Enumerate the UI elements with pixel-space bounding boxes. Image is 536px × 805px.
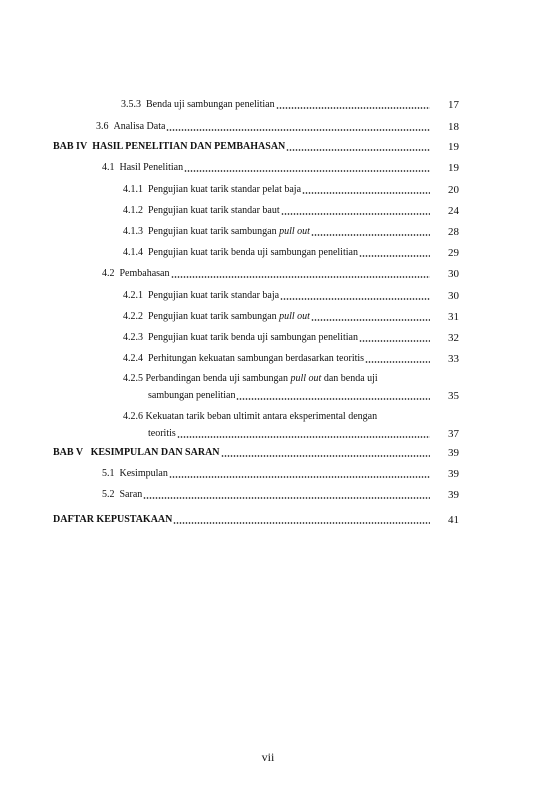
- title-text: Pengujian kuat tarik sambungan: [148, 226, 277, 237]
- toc-entry-3-5-3: [121, 99, 431, 111]
- dot-leader: [365, 361, 430, 363]
- toc-page-number: 39: [448, 468, 459, 480]
- title-text: Pengujian kuat tarik sambungan: [148, 311, 277, 322]
- toc-entry-number: 4.2: [102, 268, 115, 279]
- toc-entry-4-1: [102, 162, 431, 174]
- toc-entry-number: 4.1.3: [123, 226, 143, 237]
- toc-entry-title: Analisa Data: [113, 121, 166, 132]
- toc-chapter-title: HASIL PENELITIAN DAN PEMBAHASAN: [92, 141, 286, 152]
- toc-page-number: 41: [448, 514, 459, 526]
- toc-entry-title: Pembahasan: [119, 268, 170, 279]
- toc-entry-number: 4.1.4: [123, 247, 143, 258]
- toc-chapter-number: BAB IV: [53, 141, 88, 152]
- toc-page-number: 30: [448, 268, 459, 280]
- dot-leader: [286, 149, 430, 151]
- dot-leader: [311, 234, 430, 236]
- toc-entry-4-2-2: [123, 311, 431, 323]
- toc-entry-4-2-6-line1: [123, 411, 377, 423]
- toc-entry-4-2-5-line2: [148, 390, 431, 402]
- toc-page-number: 39: [448, 447, 459, 459]
- dot-leader: [184, 170, 430, 172]
- title-text: Perbandingan benda uji sambungan: [145, 373, 288, 384]
- toc-entry-5-2: [102, 489, 431, 501]
- dot-leader: [281, 213, 430, 215]
- toc-entry-4-2-1: [123, 290, 431, 302]
- page-number-footer: vii: [261, 750, 275, 764]
- toc-entry-4-1-2: [123, 205, 431, 217]
- toc-entry-number: 4.1: [102, 162, 115, 173]
- toc-page-number: 33: [448, 353, 459, 365]
- dot-leader: [169, 476, 430, 478]
- title-text: Kekuatan tarik beban ultimit antara eksperimental dengan: [145, 411, 378, 422]
- toc-entry-4-2-4: [123, 353, 431, 365]
- toc-entry-title: Pengujian kuat tarik standar baja: [148, 290, 280, 301]
- toc-entry-number: 3.6: [96, 121, 109, 132]
- toc-bibliography: [53, 514, 431, 526]
- toc-entry-5-1: [102, 468, 431, 480]
- title-emphasis: pull out: [290, 373, 322, 384]
- toc-entry-4-2-5-line1: [123, 373, 378, 385]
- dot-leader: [221, 455, 430, 457]
- toc-page-number: 17: [448, 99, 459, 111]
- toc-page-number: 18: [448, 121, 459, 133]
- dot-leader: [143, 497, 430, 499]
- toc-chapter-5: [53, 447, 431, 459]
- toc-entry-number: 4.2.6: [123, 411, 143, 422]
- dot-leader: [359, 255, 430, 257]
- toc-page-number: 20: [448, 184, 459, 196]
- toc-page-number: 32: [448, 332, 459, 344]
- toc-entry-number: 4.2.1: [123, 290, 143, 301]
- toc-entry-title: sambungan penelitian: [148, 390, 236, 401]
- dot-leader: [311, 319, 430, 321]
- toc-page-number: 39: [448, 489, 459, 501]
- toc-entry-title: Pengujian kuat tarik standar pelat baja: [148, 184, 302, 195]
- toc-chapter-title: KESIMPULAN DAN SARAN: [90, 447, 220, 458]
- dot-leader: [359, 340, 430, 342]
- toc-entry-title: [148, 226, 310, 238]
- toc-entry-number: 4.1.2: [123, 205, 143, 216]
- dot-leader: [177, 436, 430, 438]
- toc-page-number: 28: [448, 226, 459, 238]
- dot-leader: [276, 107, 430, 109]
- dot-leader: [166, 129, 430, 131]
- dot-leader: [236, 398, 430, 400]
- toc-page-number: 19: [448, 141, 459, 153]
- toc-entry-title: Pengujian kuat tarik benda uji sambungan penelitian: [148, 247, 358, 258]
- dot-leader: [173, 522, 430, 524]
- toc-page-number: 31: [448, 311, 459, 323]
- title-text: dan benda uji: [323, 373, 378, 384]
- toc-entry-4-2: [102, 268, 431, 280]
- title-emphasis: pull out: [279, 226, 310, 237]
- toc-entry-4-1-3: [123, 226, 431, 238]
- toc-entry-title: Benda uji sambungan penelitian: [146, 99, 275, 110]
- toc-entry-number: 5.2: [102, 489, 115, 500]
- toc-page-number: 24: [448, 205, 459, 217]
- toc-entry-4-1-4: [123, 247, 431, 259]
- toc-chapter-number: BAB V: [53, 447, 84, 458]
- toc-entry-3-6: [96, 121, 431, 133]
- toc-entry-number: 4.2.4: [123, 353, 143, 364]
- toc-entry-number: 4.2.5: [123, 373, 143, 384]
- toc-entry-title: Pengujian kuat tarik benda uji sambungan penelitian: [148, 332, 358, 343]
- toc-page-number: 29: [448, 247, 459, 259]
- toc-entry-title: Hasil Penelitian: [119, 162, 184, 173]
- toc-chapter-4: [53, 141, 431, 153]
- dot-leader: [280, 298, 430, 300]
- toc-entry-title: teoritis: [148, 428, 176, 439]
- toc-page-number: 19: [448, 162, 459, 174]
- toc-entry-number: 4.2.2: [123, 311, 143, 322]
- toc-entry-title: Pengujian kuat tarik standar baut: [148, 205, 280, 216]
- dot-leader: [302, 192, 430, 194]
- toc-entry-4-1-1: [123, 184, 431, 196]
- toc-entry-4-2-3: [123, 332, 431, 344]
- toc-entry-title: Kesimpulan: [119, 468, 168, 479]
- toc-entry-title: Perhitungan kekuatan sambungan berdasarkan teoritis: [148, 353, 365, 364]
- toc-entry-title: Saran: [119, 489, 143, 500]
- toc-page-number: 30: [448, 290, 459, 302]
- toc-chapter-title: DAFTAR KEPUSTAKAAN: [53, 514, 173, 525]
- toc-entry-number: 4.1.1: [123, 184, 143, 195]
- toc-entry-number: 4.2.3: [123, 332, 143, 343]
- toc-entry-4-2-6-line2: [148, 428, 431, 440]
- toc-entry-title: [148, 311, 310, 323]
- dot-leader: [171, 276, 431, 278]
- toc-page-number: 35: [448, 390, 459, 402]
- toc-entry-number: 5.1: [102, 468, 115, 479]
- toc-entry-number: 3.5.3: [121, 99, 141, 110]
- title-emphasis: pull out: [279, 311, 310, 322]
- toc-page-number: 37: [448, 428, 459, 440]
